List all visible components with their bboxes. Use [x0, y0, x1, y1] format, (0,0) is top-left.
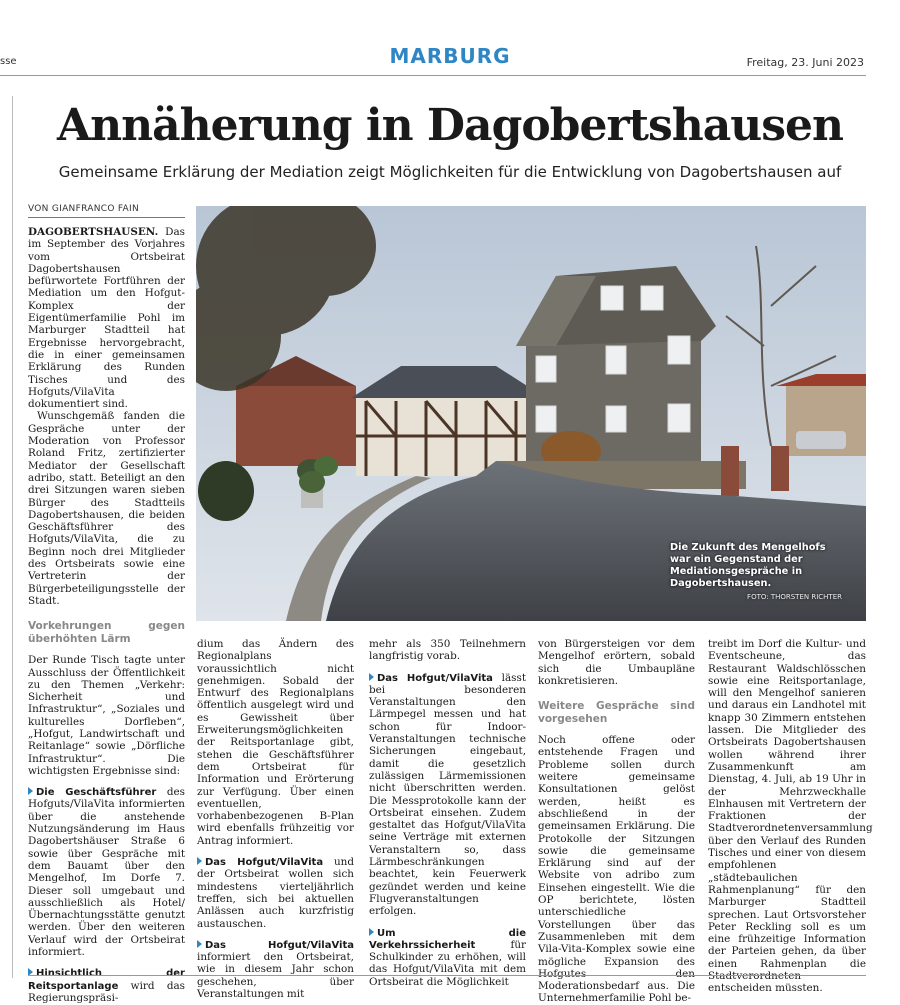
bullet-triangle-icon: [197, 857, 202, 865]
header-rule: [0, 75, 866, 76]
bullet-keyword: Um die Verkehrssicherheit: [369, 927, 526, 951]
paragraph: von Bürgersteigen vor dem Mengelhof erörtern, sobald sich die Umbaupläne konkretisieren.: [538, 638, 695, 687]
bullet-text: für Schulkinder zu erhöhen, will das Hofgut/VilaVita mit dem Ortsbeirat die Möglichkeit: [369, 938, 526, 988]
bullet-text: informiert den Ortsbeirat, wie in diesem Jahr schon geschehen, über Veranstaltungen mit: [197, 951, 354, 1001]
article-photo: [196, 206, 866, 621]
header-left-fragment: sse: [0, 56, 17, 67]
bullet-keyword: Das Hofgut/VilaVita: [205, 857, 324, 869]
bullet-paragraph: [197, 939, 354, 1000]
article-headline: Annäherung in Dagobertshausen: [57, 100, 843, 151]
bullet-keyword: Das Hofgut/VilaVita: [377, 672, 493, 684]
photo-credit: FOTO: THORSTEN RICHTER: [747, 593, 842, 601]
section-title: MARBURG: [389, 44, 511, 68]
issue-date: Freitag, 23. Juni 2023: [746, 56, 864, 69]
bullet-paragraph: [28, 967, 185, 1004]
subheading: Vorkehrungen gegen überhöhten Lärm: [28, 620, 185, 646]
bullet-triangle-icon: [28, 787, 33, 795]
bullet-paragraph: [28, 786, 185, 958]
bullet-keyword: Das Hofgut/VilaVita: [205, 939, 354, 951]
bullet-paragraph: [369, 927, 526, 988]
article-column-1: [28, 226, 185, 1004]
paragraph: treibt im Dorf die Kultur- und Eventscheune, das Restaurant Waldschlösschen sowie eine Reitsportanlage, will den Mengelhof sanieren und daraus ein Landhotel mit knapp 30 Zimmern entstehen lassen. Die Mitglieder des Ortsbeirats Dagobertshausen wollen während ihrer Zusammenkunft am Dienstag, 4. Juli, ab 19 Uhr in der Mehrzweckhalle Elnhausen mit Vertretern der Fraktionen der Stadtverordnetenversammlung über den Verlauf des Runden Tisches und einer von diesem empfohlenen „städtebaulichen Rahmenplanung“ für den Marburger Stadtteil sprechen. Laut Ortsvorsteher Peter Reckling soll es um eine frühzeitige Information der Parteien gehen, da über einen Rahmenplan die Stadtverordneten entscheiden müssten.: [708, 638, 873, 995]
bullet-keyword: Die Geschäftsführer: [36, 787, 157, 799]
subheading: Weitere Gespräche sind vorgesehen: [538, 700, 695, 726]
paragraph: Der Runde Tisch tagte unter Ausschluss der Öffentlichkeit zu den Themen „Verkehr: Sicherheit und Infrastruktur“, „Soziales und kulturelles Dorfleben“, „Hofgut, Landwirtschaft und Reitanlage“ sowie „Dörfliche Infrastruktur“. Die wichtigsten Ergebnisse sind:: [28, 654, 185, 777]
dateline: DAGOBERTSHAUSEN.: [28, 226, 159, 238]
photo-caption: [670, 542, 842, 601]
paragraph: Wunschgemäß fanden die Gespräche unter der Moderation von Professor Roland Fritz, zertifizierter Mediator der Gesellschaft adribo, statt. Beteiligt an den drei Sitzungen waren sieben Bürger des Stadtteils Dagobertshausen, die beiden Geschäftsführer des Hofguts/VilaVita, die zu Beginn noch drei Mitglieder des Ortsbeirats sowie eine Vertreterin der Bürgerbeteiligungsstelle der Stadt.: [28, 410, 185, 607]
bullet-triangle-icon: [369, 928, 374, 936]
lead-paragraph: [28, 226, 185, 410]
bullet-text: lässt bei besonderen Veranstaltungen den Lärmpegel messen und hat schon für Indoor-Veranstaltungen technische Sicherungen eingebaut, damit die gesetzlich zulässigen Lärmemissionen nicht überschritten werden. Die Messprotokolle kann der Ortsbeirat einsehen. Zudem gestaltet das Hofgut/VilaVita seine Verträge mit externen Veranstaltern so, dass Lärmbeschränkungen beachtet, kein Feuerwerk gezündet werden und keine Flugveranstaltungen erfolgen.: [369, 671, 526, 918]
left-column-rule: [12, 96, 13, 978]
bullet-keyword: Hinsichtlich der Reitsportanlage: [28, 968, 185, 992]
article-column-4: [538, 638, 695, 1005]
paragraph: Noch offene oder entstehende Fragen und Probleme sollen durch weitere gemeinsame Konsultationen gelöst werden, heißt es abschließend in der gemeinsamen Erklärung. Die Protokolle der Sitzungen sowie die gemeinsame Erklärung sind auf der Website von adribo zum Einsehen eingestellt. Wie die OP berichtete, lösten unterschiedliche Vorstellungen über das Zusammenleben mit dem Vila-Vita-Komplex sowie eine mögliche Expansion des Hofgutes den Moderationsbedarf aus. Die Unternehmerfamilie Pohl be-: [538, 734, 695, 1005]
lead-text: Das im September des Vorjahres vom Ortsbeirat Dagobertshausen befürwortete Fortführen der Mediation um den Hofgut-Komplex der Eigentümerfamilie Pohl im Marburger Stadtteil hat Ergebnisse hervorgebracht, die in einer gemeinsamen Erklärung des Runden Tisches und des Hofguts/VilaVita dokumentiert sind.: [28, 226, 185, 411]
paragraph: dium das Ändern des Regionalplans voraussichtlich nicht genehmigen. Sobald der Entwurf des Regionalplans öffentlich ausgelegt wird und es Gewissheit über Erweiterungsmöglichkeiten der Reitsportanlage gibt, stehen die Geschäftsführer dem Ortsbeirat für Information und Erörterung zur Verfügung. Über einen eventuellen, vorhabenbezogenen B-Plan wird ebenfalls frühzeitig vor Antrag informiert.: [197, 638, 354, 847]
bullet-triangle-icon: [369, 673, 374, 681]
paragraph: mehr als 350 Teilnehmern langfristig vorab.: [369, 638, 526, 663]
bullet-paragraph: [197, 856, 354, 930]
article-column-2: [197, 638, 354, 1000]
footer-rule: [28, 975, 866, 976]
page-header: [0, 0, 900, 80]
caption-text: Die Zukunft des Mengelhofs war ein Gegenstand der Mediationsgespräche in Dagobertshausen.: [670, 542, 826, 589]
bullet-paragraph: [369, 672, 526, 918]
byline: VON GIANFRANCO FAIN: [28, 204, 185, 218]
article-subheadline: Gemeinsame Erklärung der Mediation zeigt Möglichkeiten für die Entwicklung von Dagobertshausen auf: [58, 163, 842, 181]
bullet-text: wird das Regierungspräsi-: [28, 979, 185, 1004]
bullet-text: des Hofguts/VilaVita informierten über die anstehende Nutzungsänderung im Haus Dagobertshäuser Straße 6 sowie über Gespräche mit dem Bauamt über den Mengelhof, Im Dorfe 7. Dieser soll umgebaut und ausschließlich als Hotel/Übernachtungsstätte genutzt werden. Über den weiteren Verlauf wird der Ortsbeirat informiert.: [28, 786, 186, 959]
article-column-5: [708, 638, 873, 995]
article-column-3: [369, 638, 526, 988]
bullet-triangle-icon: [197, 940, 202, 948]
bullet-text: und der Ortsbeirat wollen sich mindestens vierteljährlich treffen, sich bei aktuellen Anlässen auch kurzfristig austauschen.: [197, 856, 354, 930]
